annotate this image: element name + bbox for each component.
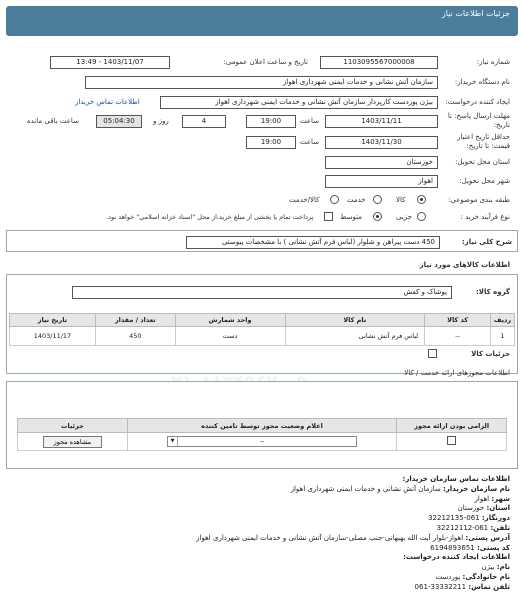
buyer-field: سازمان آتش نشانی و خدمات ایمنی شهرداری اهواز bbox=[85, 76, 438, 89]
license-status-value: -- bbox=[259, 437, 265, 445]
chevron-down-icon: ▼ bbox=[168, 437, 178, 446]
province-label: استان محل تحویل: bbox=[455, 158, 510, 166]
page-title: جزئیات اطلاعات نیاز bbox=[441, 9, 510, 18]
buyer-label: نام دستگاه خریدار: bbox=[454, 78, 510, 86]
creator-title: اطلاعات ایجاد کننده درخواست: bbox=[403, 553, 510, 562]
validity-time-field: 19:00 bbox=[246, 136, 296, 149]
goods-group-field: پوشاک و کفش bbox=[72, 286, 452, 299]
province-field: خوزستان bbox=[325, 156, 438, 169]
summary-field: 450 دست پیراهن و شلوار (لباس فرم آتش نشانی ) با مشخصات پیوستی bbox=[186, 236, 440, 249]
days-label: روز و bbox=[153, 117, 169, 125]
contact-line-fax: دورنگار: 061-32212135 bbox=[428, 514, 510, 523]
licenses-section-title: اطلاعات مجوزهای ارائه خدمت / کالا bbox=[404, 369, 510, 377]
contact-title: اطلاعات تماس سازمان خریدار: bbox=[402, 475, 510, 483]
cell-status bbox=[127, 433, 397, 451]
city-label: شهر محل تحویل: bbox=[459, 177, 510, 185]
category-option-both: کالا/خدمت bbox=[289, 196, 320, 204]
goods-table bbox=[9, 313, 515, 346]
col-details: جزئیات bbox=[18, 419, 128, 433]
process-option-medium: متوسط bbox=[340, 213, 362, 221]
deadline-date-field: 1403/11/11 bbox=[325, 115, 438, 128]
category-option-goods: کالا bbox=[396, 196, 406, 204]
details-label: جزئیات کالا bbox=[471, 350, 510, 358]
contact-line-postal: کد پستی: 6194893651 bbox=[430, 543, 510, 552]
col-name: نام کالا bbox=[285, 314, 425, 327]
city-field: اهواز bbox=[325, 175, 438, 188]
process-radio-minor[interactable] bbox=[417, 212, 426, 221]
cell-unit: دست bbox=[175, 327, 285, 346]
days-field: 4 bbox=[182, 115, 226, 128]
licenses-table bbox=[17, 418, 507, 451]
buyer-contact-link[interactable]: اطلاعات تماس خریدار bbox=[75, 98, 140, 106]
deadline-label-1: مهلت ارسال پاسخ: تا bbox=[447, 112, 510, 120]
remaining-label: ساعت باقی مانده bbox=[27, 117, 79, 125]
deadline-time-label: ساعت bbox=[300, 117, 320, 125]
announce-label: تاریخ و ساعت اعلان عمومی: bbox=[223, 58, 308, 66]
contact-line-address: آدرس پستی: اهواز-بلوار آیت الله بهبهانی-جنب مصلی-سازمان آتش نشانی و خدمات ایمنی شهرداری اهواز bbox=[196, 533, 510, 542]
col-unit: واحد شمارش bbox=[175, 314, 285, 327]
creator-line-family: نام خانوادگی: پوردست bbox=[435, 572, 510, 581]
need-number-field: 1103095567000008 bbox=[320, 56, 438, 69]
deadline-time-field: 19:00 bbox=[246, 115, 296, 128]
cell-required bbox=[397, 433, 507, 451]
contact-line-city: شهر: اهواز bbox=[474, 494, 510, 503]
goods-section-title: اطلاعات کالاهای مورد نیاز bbox=[419, 261, 510, 269]
table-row[interactable] bbox=[10, 327, 515, 346]
cell-qty: 450 bbox=[95, 327, 175, 346]
announce-field: 1403/11/07 - 13:49 bbox=[50, 56, 170, 69]
col-qty: تعداد / مقدار bbox=[95, 314, 175, 327]
validity-label-2: قیمت: تا تاریخ: bbox=[466, 142, 510, 150]
col-status: اعلام وضعیت مجوز توسط تامین کننده bbox=[127, 419, 397, 433]
required-checkbox bbox=[447, 436, 456, 445]
creator-label: ایجاد کننده درخواست: bbox=[445, 98, 510, 106]
cell-row: 1 bbox=[491, 327, 515, 346]
creator-line-name: نام: بیژن bbox=[481, 563, 510, 572]
validity-time-label: ساعت bbox=[300, 138, 320, 146]
need-number-label: شماره نیاز: bbox=[476, 58, 510, 66]
category-radio-both[interactable] bbox=[330, 195, 339, 204]
validity-date-field: 1403/11/30 bbox=[325, 136, 438, 149]
details-checkbox[interactable] bbox=[428, 349, 437, 358]
col-row: ردیف bbox=[491, 314, 515, 327]
process-option-minor: جزیی bbox=[396, 213, 412, 221]
category-option-service: خدمت bbox=[347, 196, 366, 204]
payment-checkbox[interactable] bbox=[324, 212, 333, 221]
col-required: الزامی بودن ارائه مجوز bbox=[397, 419, 507, 433]
deadline-label-2: تاریخ: bbox=[493, 121, 510, 129]
category-label: طبقه بندی موضوعی: bbox=[448, 196, 510, 204]
remaining-time-field: 05:04:30 bbox=[96, 115, 142, 128]
view-license-button[interactable]: مشاهده مجوز bbox=[43, 436, 103, 448]
cell-date: 1403/11/17 bbox=[10, 327, 96, 346]
contact-line-province: استان: خوزستان bbox=[457, 504, 510, 513]
payment-note: پرداخت تمام یا بخشی از مبلغ خرید،از محل "اسناد خزانه اسلامی" خواهد بود. bbox=[106, 213, 314, 221]
contact-line-phone: تلفن: 061-32212112 bbox=[436, 523, 510, 532]
col-code: کد کالا bbox=[425, 314, 491, 327]
contact-line-org: نام سازمان خریدار: سازمان آتش نشانی و خدمات ایمنی شهرداری اهواز bbox=[290, 484, 510, 493]
category-radio-service[interactable] bbox=[373, 195, 382, 204]
col-date: تاریخ نیاز bbox=[10, 314, 96, 327]
creator-line-phone: تلفن تماس: 33332211-061 bbox=[414, 582, 510, 591]
summary-label: شرح کلی نیاز: bbox=[461, 238, 512, 246]
contact-block bbox=[10, 475, 510, 593]
category-radio-goods[interactable] bbox=[417, 195, 426, 204]
cell-code: -- bbox=[425, 327, 491, 346]
creator-field: بیژن پوردست کارپرداز سازمان آتش نشانی و خدمات ایمنی شهرداری اهواز bbox=[160, 96, 438, 109]
license-status-select[interactable] bbox=[167, 436, 357, 447]
process-radio-medium[interactable] bbox=[373, 212, 382, 221]
goods-table-header bbox=[10, 314, 515, 327]
goods-group-label: گروه کالا: bbox=[475, 288, 510, 296]
process-label: نوع فرآیند خرید : bbox=[460, 213, 510, 221]
licenses-table-header bbox=[18, 419, 507, 433]
cell-name: لباس فرم آتش نشانی bbox=[285, 327, 425, 346]
cell-view bbox=[18, 433, 128, 451]
table-row bbox=[18, 433, 507, 451]
validity-label-1: حداقل تاریخ اعتبار bbox=[457, 133, 510, 141]
